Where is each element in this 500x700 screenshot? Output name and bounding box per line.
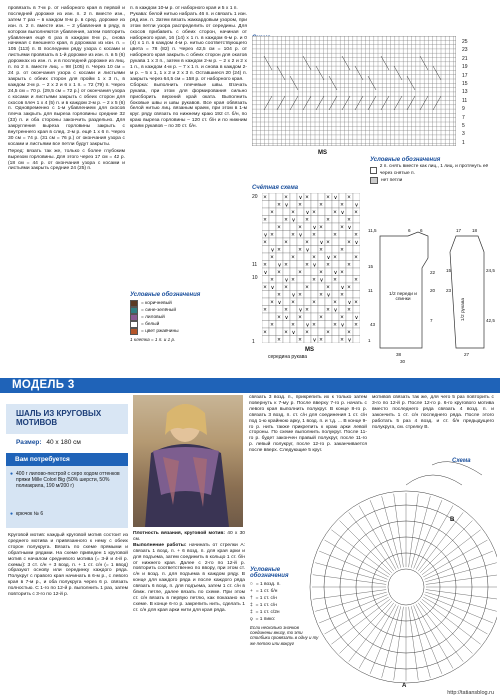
svg-text:∨: ∨ [263,270,268,276]
svg-text:×: × [333,300,337,306]
legend-item: 2 п. снять вместе как лиц., 1 лиц. и протянуть её через снятые п. [370,163,495,177]
model3-text-col4 [372,395,494,430]
legend-item: ○ = 1 возд. п. [250,582,281,587]
svg-text:∨: ∨ [354,315,359,321]
dim-label: 11,5 [368,228,377,233]
dim-label: 24,5 [486,268,495,273]
shawl-title-box [6,404,128,434]
svg-text:×: × [305,330,309,336]
svg-text:×: × [347,330,351,336]
svg-text:×: × [312,322,316,329]
svg-text:∨: ∨ [319,277,324,284]
dim-label: 43 [370,322,376,327]
dim-label: 15 [368,264,374,269]
svg-text:×: × [326,307,330,314]
svg-text:∨: ∨ [326,255,331,261]
count-scheme [262,193,360,343]
shawl-title: ШАЛЬ ИЗ КРУГОВЫХ МОТИВОВ [16,409,102,427]
model3-text-col1 [8,533,128,598]
svg-text:×: × [347,217,351,224]
color-swatch [130,300,138,307]
svg-text:×: × [333,322,337,329]
svg-text:∨: ∨ [277,262,282,269]
legend-item: нет петли [370,177,495,184]
svg-text:×: × [326,285,330,291]
svg-text:×: × [319,247,323,254]
svg-text:×: × [270,277,274,284]
model-banner [0,378,500,393]
svg-text:×: × [354,232,358,239]
dim-label: 38 [396,352,402,357]
svg-text:×: × [277,292,281,299]
svg-text:×: × [270,255,274,261]
dim-label: 6 [408,228,411,233]
svg-text:×: × [298,337,302,343]
svg-text:∨: ∨ [333,307,338,314]
svg-text:∨: ∨ [284,315,289,321]
dim-label: 30 [400,359,406,364]
svg-text:×: × [277,337,281,343]
svg-text:∨: ∨ [270,285,275,291]
svg-text:×: × [347,285,351,291]
scheme-row-numbers: 25 23 21 19 17 15 13 11 9 7 5 3 1 [462,39,468,146]
double-crochet-icon: † [250,596,253,601]
material-item: ● 400 г лилово-пестрой с серо ходом оттенков пряжи Mille Colori Big (50% шерсти, 50% полиакрила, 190 м/200 г) [10,471,120,489]
svg-text:∨: ∨ [333,270,338,276]
svg-text:×: × [319,337,323,343]
svg-text:∨: ∨ [305,322,310,329]
count-ms-label: MS [305,347,314,353]
svg-text:×: × [291,322,295,329]
count-caption: середина рукава [268,354,308,360]
svg-text:∨: ∨ [319,240,324,246]
svg-text:×: × [298,225,302,231]
material-item: ● крючок № 6 [10,511,44,517]
color-legend [130,292,248,342]
svg-text:×: × [263,262,267,269]
svg-text:∨: ∨ [284,202,289,209]
knitting-scheme-grid [252,36,456,146]
model3-text-col3 [249,395,367,454]
svg-text:×: × [319,292,323,299]
svg-text:×: × [284,240,288,246]
svg-text:∨: ∨ [263,232,268,239]
svg-text:×: × [312,255,316,261]
svg-text:∨: ∨ [333,195,338,201]
svg-text:∨: ∨ [305,247,310,254]
body-text: п. в каждом 10-м р. от наборного края и 5 х 1 п. [130,6,238,11]
svg-text:×: × [291,210,295,216]
svg-text:×: × [263,240,267,246]
svg-text:×: × [305,240,309,246]
motif-text: Круговой мотив: каждый круговой мотив состоит из среднего мотива и привязанного к нему с обеих сторон полукруга. Вязать по схеме прямыми и обратными рядами. На схеме приведен 1 круговой мотив с началом средневого мотива (= 3-й и 4-й р. схемы): 3 ст. с/н + 3 возд. п. + 1 ст. с/н (= 1 ввод) образуют основу или серединку каждого ряда. Полукруг с правого края начинать в 6-м р., с левого края в 7-м р., и оба полукруга через 6 р. связать полностью. С 1-го по 12-й р. выполнить 1 раз, затем повторить с 3-го по 12-й р. [8,533,128,598]
svg-text:×: × [340,315,344,321]
svg-text:×: × [326,217,330,224]
legend-item: = коричневый [130,300,248,307]
svg-text:∨: ∨ [312,337,317,343]
assembly-text: Сборка: выполнить плечевые швы. Втачать рукава, при этом для формирования сильно присборить верхний край оката. Выполнить боковые швы и швы рукавов. Все края обвязать белой нитью лиц. вязаным краем, при этом в 1-м круг. ряду связать по нижнему краю 192 ст. б/н, по краю выреза горловины – 120 ст. б/н и по нижним краям рукавов – по 30 ст. б/н. [130,82,247,130]
svg-text:×: × [347,307,351,314]
svg-text:×: × [340,202,344,209]
legend-item: ‡ = 1 ст. с/н [250,603,277,608]
count-number: 20 [252,194,258,200]
crochet-legend [250,567,320,646]
svg-text:×: × [326,262,330,269]
chain-icon: ○ [250,582,253,587]
svg-text:∨: ∨ [291,330,296,336]
svg-text:×: × [347,195,351,201]
color-swatch [130,328,138,335]
size-line [16,439,81,446]
svg-text:×: × [270,210,274,216]
body-text-front: Перед: вязать так же, только с более глубоким вырезом горловины. Для этого через 17 см = 42 р. (18 см = 44 р. от окончания узора с косами и листьями закрыть средние 24 (25) п. [8,148,125,172]
color-swatch [130,321,138,328]
svg-text:×: × [298,270,302,276]
legend-title: Условные обозначения [130,292,201,298]
knitting-scheme [252,36,456,146]
svg-text:∨: ∨ [298,307,303,314]
svg-text:×: × [305,307,309,314]
legend-item: ǫ = 1 пико: [250,617,276,622]
dim-label: 27 [464,352,470,357]
double-crochet-icon: ‡ [250,603,253,608]
svg-text:×: × [291,300,295,306]
svg-text:×: × [319,202,323,209]
dim-label: 1 [368,338,371,343]
svg-text:×: × [319,225,323,231]
work-paragraph: Выполнение работы: начинать от стрелки А: связать 1 возд. п. + 6 возд. п. для края арки и для подъема, затем соединить в кольцо 1 ст. б/н от нижнего края. Далее с 2-го по 12-й р. повторить соответственно по ввору, при этом ст. с/н и возд. п. для подъема в каждом ряду. В конце для каждого ряда и после каждого ряда связать 6 возд. п. для подъема, затем 1 ст. с/н в ближ. петле, далее вязать по схеме. При этом ст. с/н вязать в первую петлю, как показано на схеме. В конце 6-го р. закрепить нить, сделать 1 ст. с/н для края арки нити для края ряда. [133,542,245,613]
svg-text:×: × [284,195,288,201]
diagram-label: А [402,683,407,689]
legend-title: Условные обозначения [250,567,289,579]
dim-label: 15 [446,268,452,273]
svg-text:∨: ∨ [347,225,352,231]
symbol-icon [370,177,378,184]
svg-text:×: × [270,232,274,239]
svg-text:∨: ∨ [354,202,359,209]
svg-text:×: × [305,262,309,269]
dim-label: 20 [430,288,436,293]
svg-text:×: × [312,300,316,306]
svg-text:×: × [284,217,288,224]
legend-item: = сине-зелёный [130,307,248,314]
dim-label: 11 [368,288,373,293]
svg-text:×: × [263,195,267,201]
svg-text:×: × [298,202,302,209]
col4-text: мотивов связать так же, для чего 5 раз повторить с 3-го по 12-й р. После 12-го р. 6-го кругового мотива вместо последнего ряда связать 4 возд. п. и закончить 1 ст. с/н последнего ряда. После этого работать 5 раз 4 возд. и ст. б/н предыдущего полукруга, см. стрелку В. [372,395,494,430]
svg-text:×: × [277,315,281,321]
sleeve-label: 1/2 рукава [461,298,466,322]
svg-text:×: × [354,255,358,261]
svg-text:∨: ∨ [270,247,275,254]
svg-text:∨: ∨ [305,210,310,216]
svg-text:×: × [312,277,316,284]
materials-header: Вам потребуется [6,453,128,466]
model-photo [133,395,243,527]
legend-note: 1 клетка = 1 п. и 1 р. [130,337,176,342]
svg-text:×: × [333,232,337,239]
svg-text:×: × [263,217,267,224]
color-swatch [130,314,138,321]
svg-text:×: × [284,330,288,336]
left-text-column [8,6,125,172]
svg-text:×: × [277,270,281,276]
legend-item: = лиловый [130,314,248,321]
picot-icon: ǫ [250,617,253,622]
svg-text:×: × [340,247,344,254]
svg-text:×: × [333,255,337,261]
svg-text:∨: ∨ [277,300,282,306]
svg-text:×: × [284,262,288,269]
legend-note: Если несколько значков соединены внизу, то эти столбики провязать в одну и ту же петлю или вокруг [250,625,319,646]
legend-item: = белый [130,321,248,328]
svg-text:×: × [312,210,316,216]
svg-text:×: × [347,262,351,269]
bullet-icon: ● [10,471,14,477]
svg-text:∨: ∨ [298,195,303,201]
svg-text:∨: ∨ [354,240,359,246]
svg-text:×: × [291,255,295,261]
svg-text:×: × [312,232,316,239]
svg-text:∨: ∨ [291,292,296,299]
svg-text:×: × [305,217,309,224]
svg-text:×: × [270,300,274,306]
svg-text:×: × [291,277,295,284]
svg-text:×: × [305,285,309,291]
svg-text:∨: ∨ [312,262,317,269]
svg-text:×: × [305,195,309,201]
dim-label: 17 [456,228,462,233]
svg-text:×: × [326,240,330,246]
svg-text:×: × [340,225,344,231]
count-number: 10 [252,275,258,281]
svg-text:×: × [326,195,330,201]
svg-text:∨: ∨ [298,232,303,239]
count-scheme-grid [262,193,360,343]
svg-text:×: × [319,315,323,321]
legend-item: + = 1 ст. б/н [250,589,278,594]
svg-text:×: × [277,225,281,231]
svg-text:×: × [263,307,267,314]
color-swatch [130,307,138,314]
col3-text: связать 3 возд. п., прикрепить их к только затем повернуть к 7-му р. После вверху 7-го р. начать с левого края выполнить полукруг. В конце 8-го р. связать 3 возд. п. ст. с/н для соединения 1 ст. с/н под 1-ю крайнюю арку, 1 возд. п. и т.д. ... В конце 9-го р. нить также прикрепить к краю арки левой стороны. По схеме выполнить полукруг. После 11-го р. будет закончен правый полукруг, после 11-го р. левый полукруг, после 12-го р. заканчивается после вверх. Следующие 5 круг. [249,395,367,454]
svg-text:∨: ∨ [312,225,317,231]
dim-label: 23 [446,288,452,293]
svg-text:×: × [354,210,358,216]
diagram-label: В [450,517,455,523]
legend-item: = цвет ржавчины [130,328,248,335]
bullet-icon: ● [10,511,14,517]
legend-title: Условные обозначения [370,157,441,163]
svg-text:×: × [354,277,358,284]
scheme2-title: Схема [452,458,471,464]
svg-text:×: × [277,202,281,209]
dim-label: 7 [430,318,433,323]
svg-text:×: × [298,247,302,254]
svg-text:×: × [354,322,358,329]
svg-text:∨: ∨ [340,210,345,216]
pattern-pieces [368,228,498,373]
materials-box [6,466,128,528]
count-number: 1 [252,339,255,345]
svg-text:×: × [263,285,267,291]
svg-text:×: × [354,300,358,306]
svg-text:×: × [340,337,344,343]
body-label: 1/2 переди и спинки [389,292,417,302]
dim-label: 42,5 [486,318,495,323]
svg-text:×: × [277,247,281,254]
svg-text:∨: ∨ [326,292,331,299]
sleeve-text: Рукава: белой нитью набрать 46 п. и связать 1 изн. ряд изн. п. Затем вязать жаккардовым узором, при этом петли узора распределить от середины. Для скосов прибавить с обеих сторон, начиная от наборного края, 16 (14) х 1 п. в каждом 6-м р. и 0 (4) х 1 п. в каждом 4-м р. нитью соответствующего цвета = 78 (82) п. Через 42,5 см = 104 р. от наборного края закрыть с обеих сторон для окатов рукава 1 х 3 п., затем в каждом 2-м р. – 2 х 2 и 2 х 1 п., в каждом 4-м р. – 7 х 1 п. и снова в каждом 2-м р. – 5 х 1, 1 х 2 и 2 х 3 п. Оставшиеся 20 (24) п. закрыть через 64,5 см = 158 р. от наборного края. [130,11,247,82]
count-scheme-title: Счётная схема [252,185,299,191]
svg-text:∨: ∨ [340,285,345,291]
size-label: Размер: [16,439,42,446]
treble-crochet-icon: ‡ [250,610,253,615]
body-text: провязать в 7-м р. от наборного края в первой и последней дорожке из изн. п. 2 п. вместе изн., затем 7 раз – в каждом 8-м р. в сред. дорожке из изн. п. 2 п. вместе изн. – 2 убавления в ряду, в котором выполняются убавления, затем повторить убавления ещё 6 раз в каждом 8-м р., снова начиная с внешнего края, в дорожках из изн. п. = 105 (113) п. В последнем ряду узора с косами и листьями провязать в 1-й дорожке из изн. п. в 5 (6) дорожках из изн. п. и в последней дорожке из лиц. п. по 2 п. вместе лиц. = 98 (105) п. Через 10 см = 24 р. от окончания узора с косами и листьями закрыть с обеих сторон для пройм 1 х 3 п., в каждом 2-м р. – 2 х 2 и 6 х 1 п. = 72 (79) п. Через 24,5 см = 70 р. (29,5 см = 72 р.) от окончания узора с косами и листьями закрыть с обеих сторон для скосов плеч 1 х 4 (5) п. и в каждом 2-м р. – 2 х 5 (6) п. Одновременно с 1-м убавлением для скосов плеча закрыть для выреза горловины средние 32 (33) п. и оба стороны закончить раздельно. Для закругления выреза горловины закрыть с внутреннего края в след. 2-м р. ещё 1 х 6 п. Через 30 см = 74 р. (31 см = 76 р.) от окончания узора с косами и листьями все петли будут закрыты. [8,6,125,147]
svg-text:×: × [340,292,344,299]
legend-item: † = 1 ст. с/н [250,596,277,601]
svg-text:∨: ∨ [284,277,289,284]
dim-label: 6 [420,228,423,233]
svg-text:×: × [333,210,337,216]
dim-label: 18 [472,228,478,233]
svg-text:×: × [298,315,302,321]
svg-text:×: × [270,322,274,329]
scheme-ms-label: MS [318,150,327,156]
svg-text:×: × [284,307,288,314]
middle-text-column [130,6,247,130]
woman-in-shawl-photo [133,395,243,527]
svg-text:×: × [291,232,295,239]
svg-text:×: × [263,330,267,336]
svg-text:×: × [347,240,351,246]
svg-text:∨: ∨ [347,300,352,306]
svg-text:×: × [298,292,302,299]
svg-text:∨: ∨ [291,217,296,224]
size-value: 40 x 180 см [46,439,81,446]
svg-text:×: × [333,277,337,284]
single-crochet-icon: + [250,589,253,594]
svg-text:∨: ∨ [347,337,352,343]
dim-label: 22 [430,270,436,275]
symbol-icon [370,167,377,174]
svg-text:×: × [340,270,344,276]
svg-text:×: × [319,270,323,276]
footer-url: http://tatiansblog.ru [447,690,494,696]
legend-top [370,157,495,184]
model-title: МОДЕЛЬ 3 [12,379,75,391]
count-number: 11 [252,262,258,268]
svg-text:∨: ∨ [340,322,345,329]
svg-text:×: × [284,285,288,291]
model3-text-col2 [133,531,245,614]
legend-item: ‡ = 1 ст. с/2н [250,610,280,615]
density-line: Плотность вязания, круговой мотив: 40 x 30 см. [133,531,246,542]
svg-text:×: × [326,330,330,336]
